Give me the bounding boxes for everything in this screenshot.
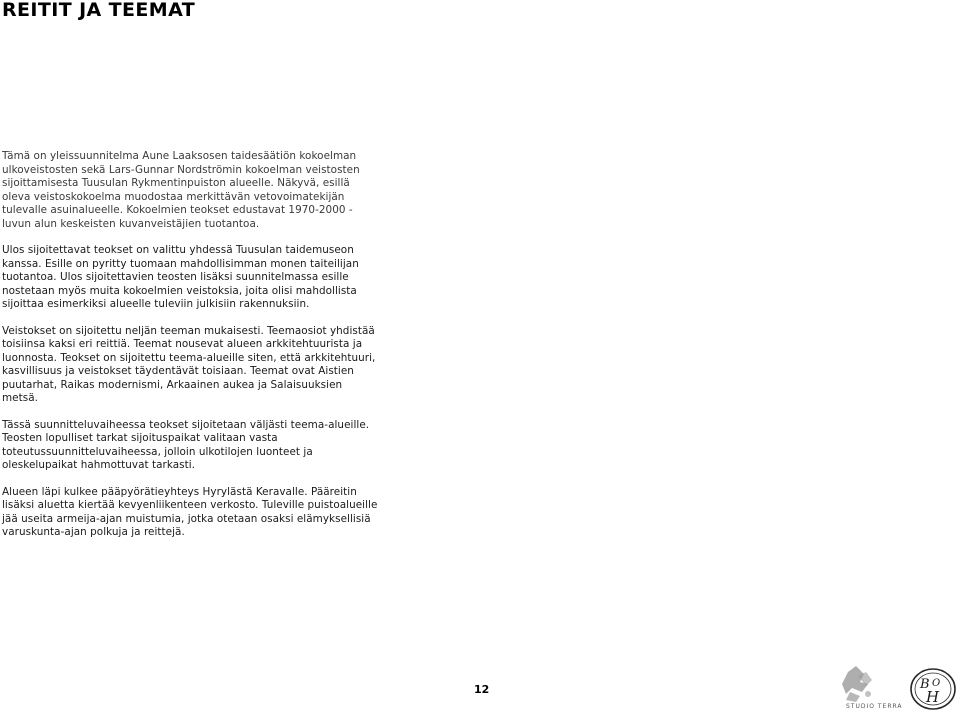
paragraph-planning-phase: Tässä suunnitteluvaiheessa teokset sijoitetaan väljästi teema-alueille. Teosten lopulliset tarkat sijoituspaikat valitaan vasta toteutussuunnitteluvaiheessa, jolloin ulkotilojen luonteet ja oleskelupaikat hahmottuvat tarkasti. — [2, 418, 370, 471]
svg-text:O: O — [932, 678, 941, 689]
page-title: REITIT JA TEEMAT — [2, 0, 196, 21]
body-text — [2, 150, 380, 553]
paragraph-intro: Tämä on yleissuunnitelma Aune Laaksosen taidesäätiön kokoelman ulkoveistosten sekä Lars-Gunnar Nordströmin kokoelman veistosten sijoittamisesta Tuusulan Rykmentinpuiston alueelle. Näkyvä, esillä oleva veistoskokoelma muodostaa merkittävän vetovoimatekijän tulevalle asuinalueelle. Kokoelmien teokset edustavat 1970-2000 -luvun alun keskeisten kuvanveistäjien tuotantoa. — [2, 150, 360, 230]
studio-terra-label: STUDIO TERRA — [846, 703, 903, 710]
svg-text:H: H — [926, 688, 940, 706]
page-number: 12 — [474, 683, 490, 696]
boh-monogram-logo — [908, 666, 958, 712]
svg-text:B: B — [920, 677, 930, 692]
paragraph-routes: Alueen läpi kulkee pääpyörätieyhteys Hyrylästä Keravalle. Pääreitin lisäksi aluetta kiertää kevyenliikenteen verkosto. Tuleville puistoalueille jää useita armeija-ajan muistumia, jotka otetaan osaksi elämyksellisiä varuskunta-ajan polkuja ja reittejä. — [2, 485, 378, 538]
paragraph-themes: Veistokset on sijoitettu neljän teeman mukaisesti. Teemaosiot yhdistää toisiinsa kaksi eri reittiä. Teemat nousevat alueen arkkitehtuurista ja luonnosta. Teokset on sijoitettu teema-alueille siten, että arkkitehtuuri, kasvillisuus ja veistokset täydentävät toisiaan. Teemat ovat Aistien puutarhat, Raikas modernismi, Arkaainen aukea ja Salaisuuksien metsä. — [2, 324, 376, 404]
paragraph-selection: Ulos sijoitettavat teokset on valittu yhdessä Tuusulan taidemuseon kanssa. Esille on pyritty tuomaan mahdollisimman monen taiteilijan tuotantoa. Ulos sijoitettavien teosten lisäksi suunnitelmassa esille nostetaan myös muita kokoelmien veistoksia, joita olisi mahdollista sijoittaa esimerkiksi alueelle tuleviin julkisiin rakennuksiin. — [2, 244, 359, 310]
